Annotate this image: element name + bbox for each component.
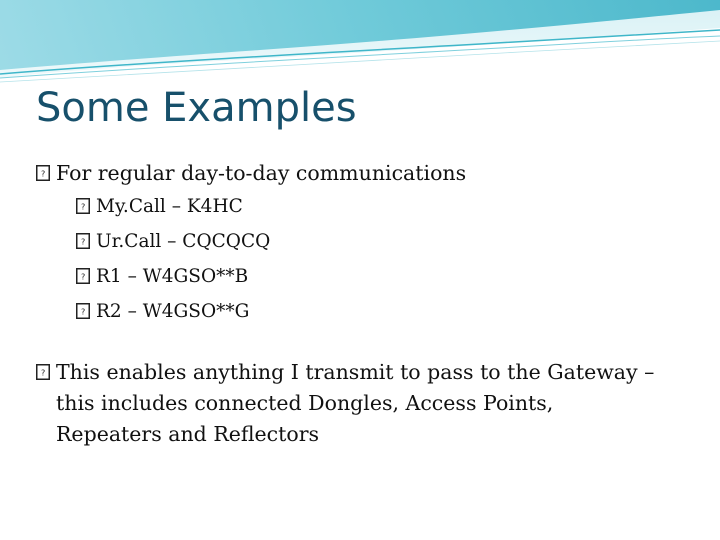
header-wave-decoration — [0, 0, 720, 90]
sub-bullet-text: Ur.Call – CQCQCQ — [96, 231, 271, 252]
sub-bullet-item — [36, 189, 696, 224]
svg-text:?: ? — [40, 169, 46, 179]
spacer — [36, 329, 696, 357]
svg-text:?: ? — [80, 307, 86, 317]
svg-text:?: ? — [80, 272, 86, 282]
missing-glyph-icon — [76, 303, 90, 319]
missing-glyph-icon — [76, 198, 90, 214]
missing-glyph-icon — [76, 268, 90, 284]
sub-bullet-text: My.Call – K4HC — [96, 196, 243, 217]
bullet-text: This enables anything I transmit to pass to the Gateway – this includes connected Dongles, Access Points, Repeaters and Reflectors — [56, 360, 655, 446]
missing-glyph-icon — [76, 233, 90, 249]
sub-bullet-item — [36, 259, 696, 294]
bullet-item — [36, 357, 696, 450]
slide-title: Some Examples — [36, 85, 357, 131]
missing-glyph-icon — [36, 165, 50, 181]
svg-text:?: ? — [40, 368, 46, 378]
sub-bullet-text: R2 – W4GSO**G — [96, 301, 250, 322]
svg-text:?: ? — [80, 237, 86, 247]
bullet-item — [36, 158, 696, 189]
sub-bullet-item — [36, 224, 696, 259]
sub-bullet-item — [36, 294, 696, 329]
missing-glyph-icon — [36, 364, 50, 380]
sub-bullet-text: R1 – W4GSO**B — [96, 266, 249, 287]
svg-text:?: ? — [80, 202, 86, 212]
slide-body — [36, 158, 696, 450]
bullet-text: For regular day-to-day communications — [56, 161, 467, 185]
